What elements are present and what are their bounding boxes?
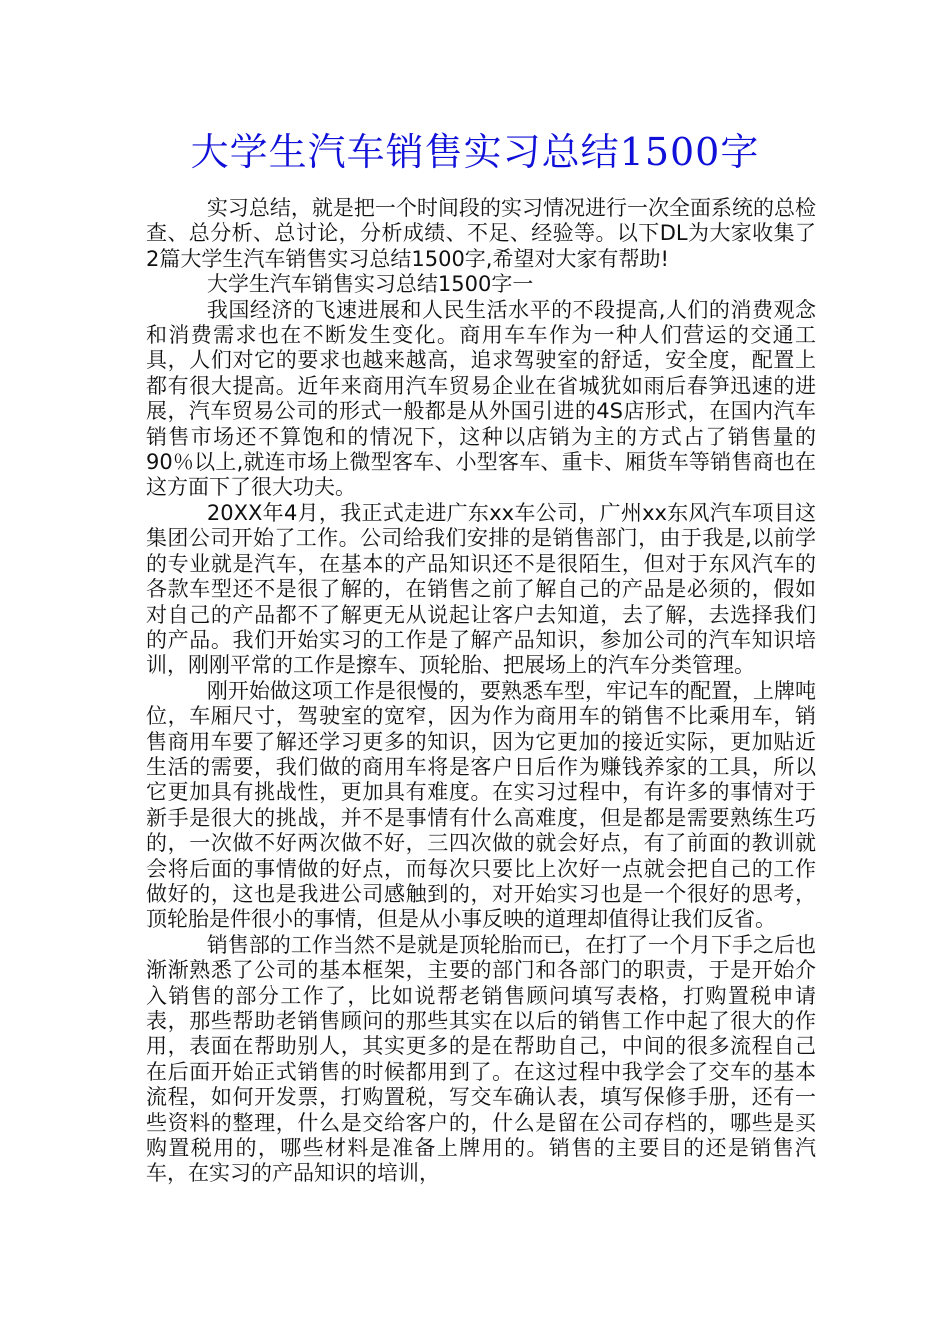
document-body [146, 196, 816, 1187]
body-paragraph: 我国经济的飞速进展和人民生活水平的不段提高,人们的消费观念和消费需求也在不断发生变化。商用车车作为一种人们营运的交通工具，人们对它的要求也越来越高，追求驾驶室的舒适，安全度，配置上都有很大提高。近年来商用汽车贸易企业在省城犹如雨后春笋迅速的进展，汽车贸易公司的形式一般都是从外国引进的4S店形式，在国内汽车销售市场还不算饱和的情况下，这种以店销为主的方式占了销售量的90％以上,就连市场上微型客车、小型客车、重卡、厢货车等销售商也在这方面下了很大功夫。 [146, 297, 816, 500]
document-title: 大学生汽车销售实习总结1500字 [190, 130, 760, 174]
intro-paragraph: 实习总结，就是把一个时间段的实习情况进行一次全面系统的总检查、总分析、总讨论，分析成绩、不足、经验等。以下DL为大家收集了2篇大学生汽车销售实习总结1500字,希望对大家有帮助! [146, 196, 816, 271]
section-heading: 大学生汽车销售实习总结1500字一 [206, 272, 534, 297]
body-paragraph: 刚开始做这项工作是很慢的，要熟悉车型，牢记车的配置，上牌吨位，车厢尺寸，驾驶室的宽窄，因为作为商用车的销售不比乘用车，销售商用车要了解还学习更多的知识，因为它更加的接近实际，更加贴近生活的需要，我们做的商用车将是客户日后作为赚钱养家的工具，所以它更加具有挑战性，更加具有难度。在实习过程中，有许多的事情对于新手是很大的挑战，并不是事情有什么高难度，但是都是需要熟练生巧的，一次做不好两次做不好，三四次做的就会好点，有了前面的教训就会将后面的事情做的好点，而每次只要比上次好一点就会把自己的工作做好的，这也是我进公司感触到的，对开始实习也是一个很好的思考，顶轮胎是件很小的事情，但是从小事反映的道理却值得让我们反省。 [146, 678, 816, 932]
body-paragraph: 20XX年4月，我正式走进广东xx车公司，广州xx东风汽车项目这集团公司开始了工作。公司给我们安排的是销售部门，由于我是,以前学的专业就是汽车，在基本的产品知识还不是很陌生，但对于东风汽车的各款车型还不是很了解的，在销售之前了解自己的产品是必须的，假如对自己的产品都不了解更无从说起让客户去知道，去了解，去选择我们的产品。我们开始实习的工作是了解产品知识，参加公司的汽车知识培训，刚刚平常的工作是擦车、顶轮胎、把展场上的汽车分类管理。 [146, 500, 816, 678]
body-paragraph: 销售部的工作当然不是就是顶轮胎而已，在打了一个月下手之后也渐渐熟悉了公司的基本框架，主要的部门和各部门的职责，于是开始介入销售的部分工作了，比如说帮老销售顾问填写表格，打购置税申请表，那些帮助老销售顾问的那些其实在以后的销售工作中起了很大的作用，表面在帮助别人，其实更多的是在帮助自己，中间的很多流程自己在后面开始正式销售的时候都用到了。在这过程中我学会了交车的基本流程，如何开发票，打购置税，写交车确认表，填写保修手册，还有一些资料的整理，什么是交给客户的，什么是留在公司存档的，哪些是买购置税用的，哪些材料是准备上牌用的。销售的主要目的还是销售汽车，在实习的产品知识的培训， [146, 932, 816, 1186]
